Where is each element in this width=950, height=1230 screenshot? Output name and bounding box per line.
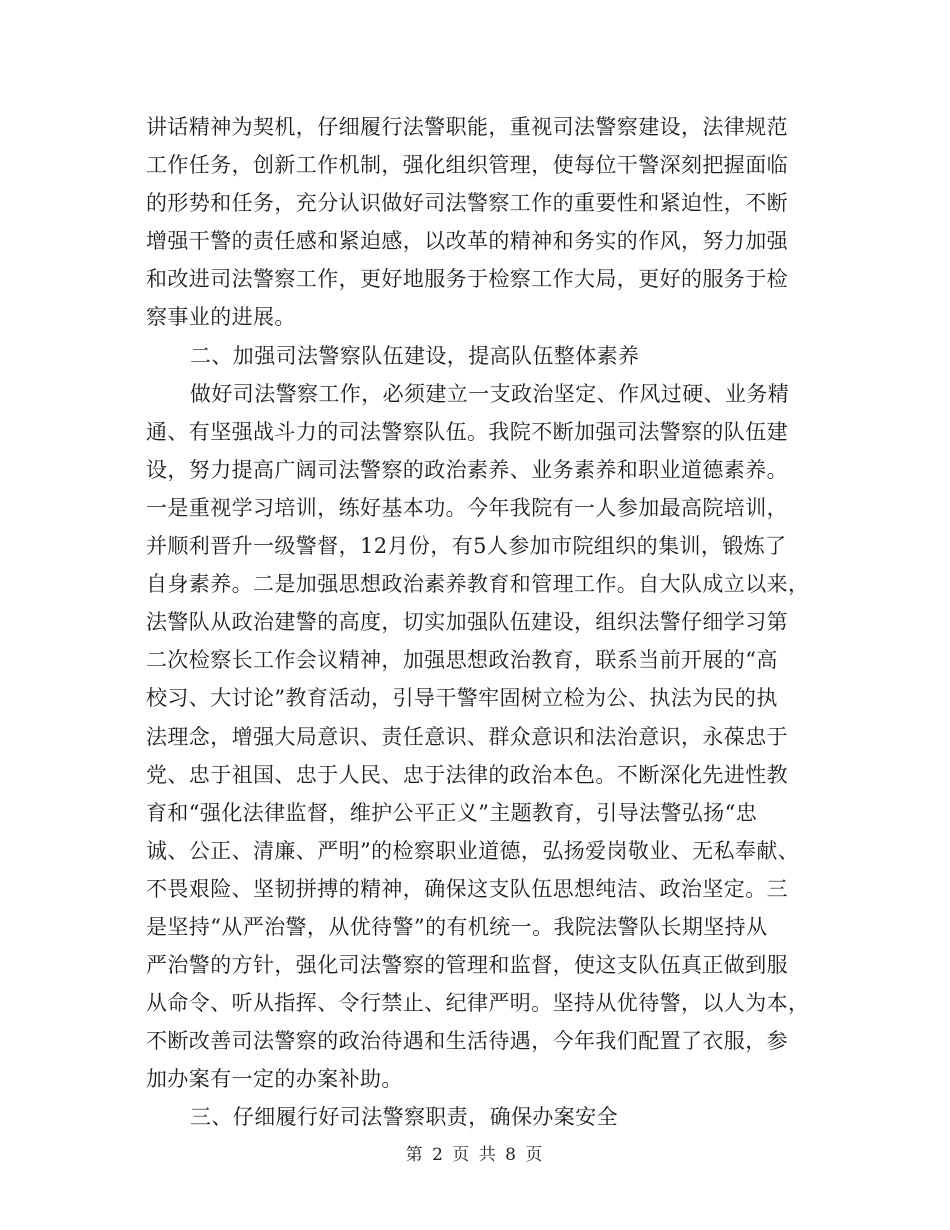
body-text-line: 增强干警的责任感和紧迫感，以改革的精神和务实的作风，努力加强: [146, 229, 788, 254]
body-text-line: 设，努力提高广阔司法警察的政治素养、业务素养和职业道德素养。: [146, 457, 788, 482]
body-text-line: 一是重视学习培训，练好基本功。今年我院有一人参加最高院培训，: [146, 495, 788, 520]
heading-or-paragraph-start-line: 三、仔细履行好司法警察职责，确保办案安全: [190, 1105, 618, 1130]
body-text-line: 工作任务，创新工作机制，强化组织管理，使每位干警深刻把握面临: [146, 153, 788, 178]
body-text-line: 严治警的方针，强化司法警察的管理和监督，使这支队伍真正做到服: [146, 953, 788, 978]
body-text-line: 是坚持“从严治警，从优待警”的有机统一。我院法警队长期坚持从: [146, 914, 768, 939]
body-text-line: 不断改善司法警察的政治待遇和生活待遇，今年我们配置了衣服，参: [146, 1029, 788, 1054]
body-text-line: 党、忠于祖国、忠于人民、忠于法律的政治本色。不断深化先进性教: [146, 762, 788, 787]
body-text-line: 法理念，增强大局意识、责任意识、群众意识和法治意识，永葆忠于: [146, 724, 788, 749]
document-body: [146, 108, 810, 1137]
body-text-line: 诚、公正、清廉、严明”的检察职业道德，弘扬爱岗敬业、无私奉献、: [146, 838, 800, 863]
heading-or-paragraph-start-line: 二、加强司法警察队伍建设，提高队伍整体素养: [190, 343, 640, 368]
body-text-line: 通、有坚强战斗力的司法警察队伍。我院不断加强司法警察的队伍建: [146, 419, 788, 444]
heading-or-paragraph-start-line: 做好司法警察工作，必须建立一支政治坚定、作风过硬、业务精: [190, 381, 790, 406]
body-text-line: 不畏艰险、坚韧拼搏的精神，确保这支队伍思想纯洁、政治坚定。三: [146, 876, 788, 901]
body-text-line: 和改进司法警察工作，更好地服务于检察工作大局，更好的服务于检: [146, 267, 788, 292]
body-text-line: 二次检察长工作会议精神，加强思想政治教育，联系当前开展的“高: [146, 648, 778, 673]
body-text-line: 育和“强化法律监督，维护公平正义”主题教育，引导法警弘扬“忠: [146, 800, 758, 825]
body-text-line: 并顺利晋升一级警督，12月份，有5人参加市院组织的集训，锻炼了: [146, 534, 787, 559]
body-text-line: 讲话精神为契机，仔细履行法警职能，重视司法警察建设，法律规范: [146, 115, 788, 139]
body-text-line: 察事业的进展。: [146, 305, 296, 330]
body-text-line: 从命令、听从指挥、令行禁止、纪律严明。坚持从优待警，以人为本，: [146, 991, 810, 1016]
body-text-line: 自身素养。二是加强思想政治素养教育和管理工作。自大队成立以来，: [146, 572, 810, 597]
page-footer: 第 2 页 共 8 页: [405, 1145, 545, 1165]
body-text-line: 的形势和任务，充分认识做好司法警察工作的重要性和紧迫性，不断: [146, 191, 788, 216]
body-text-line: 法警队从政治建警的高度，切实加强队伍建设，组织法警仔细学习第: [146, 610, 788, 635]
body-text-line: 校习、大讨论”教育活动，引导干警牢固树立检为公、执法为民的执: [146, 686, 778, 711]
body-text-line: 加办案有一定的办案补助。: [146, 1067, 403, 1092]
